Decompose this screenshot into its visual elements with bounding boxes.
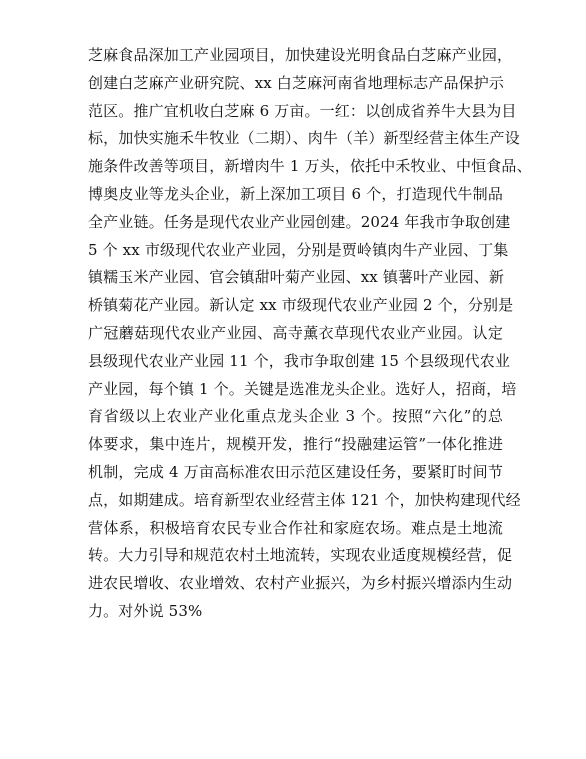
paragraph-line: 全产业链。任务是现代农业产业园创建。2024 年我市争取创建 [88,212,511,231]
paragraph-line: 广冠蘑菇现代农业产业园、高寺薰衣草现代农业产业园。认定 [88,323,503,342]
paragraph-line: 县级现代农业产业园 11 个，我市争取创建 15 个县级现代农业 [88,351,511,370]
paragraph-line: 施条件改善等项目，新增肉牛 1 万头，依托中禾牧业、中恒食品、 [88,157,532,176]
paragraph-line: 范区。推广宜机收白芝麻 6 万亩。一红：以创成省养牛大县为目 [88,101,517,120]
paragraph-line: 芝麻食品深加工产业园项目，加快建设光明食品白芝麻产业园， [88,46,513,64]
paragraph-line: 桥镇菊花产业园。新认定 xx 市级现代农业产业园 2 个，分别是 [88,296,514,315]
body-paragraph [88,42,532,626]
paragraph-line: 产业园，每个镇 1 个。关键是选准龙头企业。选好人，招商，培 [88,379,517,398]
paragraph-line: 营体系，积极培育农民专业合作社和家庭农场。难点是土地流 [88,518,503,537]
paragraph-line: 博奥皮业等龙头企业，新上深加工项目 6 个，打造现代牛制品 [88,184,503,203]
paragraph-line: 标，加快实施禾牛牧业（二期）、肉牛（羊）新型经营主体生产设 [88,129,520,148]
paragraph-line: 进农民增收、农业增效、农村产业振兴，为乡村振兴增添内生动 [88,574,513,593]
paragraph-line: 5 个 xx 市级现代农业产业园，分别是贾岭镇肉牛产业园、丁集 [88,240,509,259]
paragraph-line: 育省级以上农业产业化重点龙头企业 3 个。按照“六化”的总 [88,407,503,426]
paragraph-line: 体要求，集中连片，规模开发，推行“投融建运管”一体化推进 [88,435,503,454]
paragraph-line: 机制，完成 4 万亩高标准农田示范区建设任务，要紧盯时间节 [88,462,503,481]
paragraph-line: 转。大力引导和规范农村土地流转，实现农业适度规模经营，促 [88,546,513,565]
paragraph-line: 镇糯玉米产业园、官会镇甜叶菊产业园、xx 镇薯叶产业园、新 [88,268,505,287]
paragraph-line-last: 力。对外说 53% [88,601,203,620]
paragraph-line: 点，如期建成。培育新型农业经营主体 121 个，加快构建现代经 [88,490,521,509]
paragraph-line: 创建白芝麻产业研究院、xx 白芝麻河南省地理标志产品保护示 [88,73,505,92]
